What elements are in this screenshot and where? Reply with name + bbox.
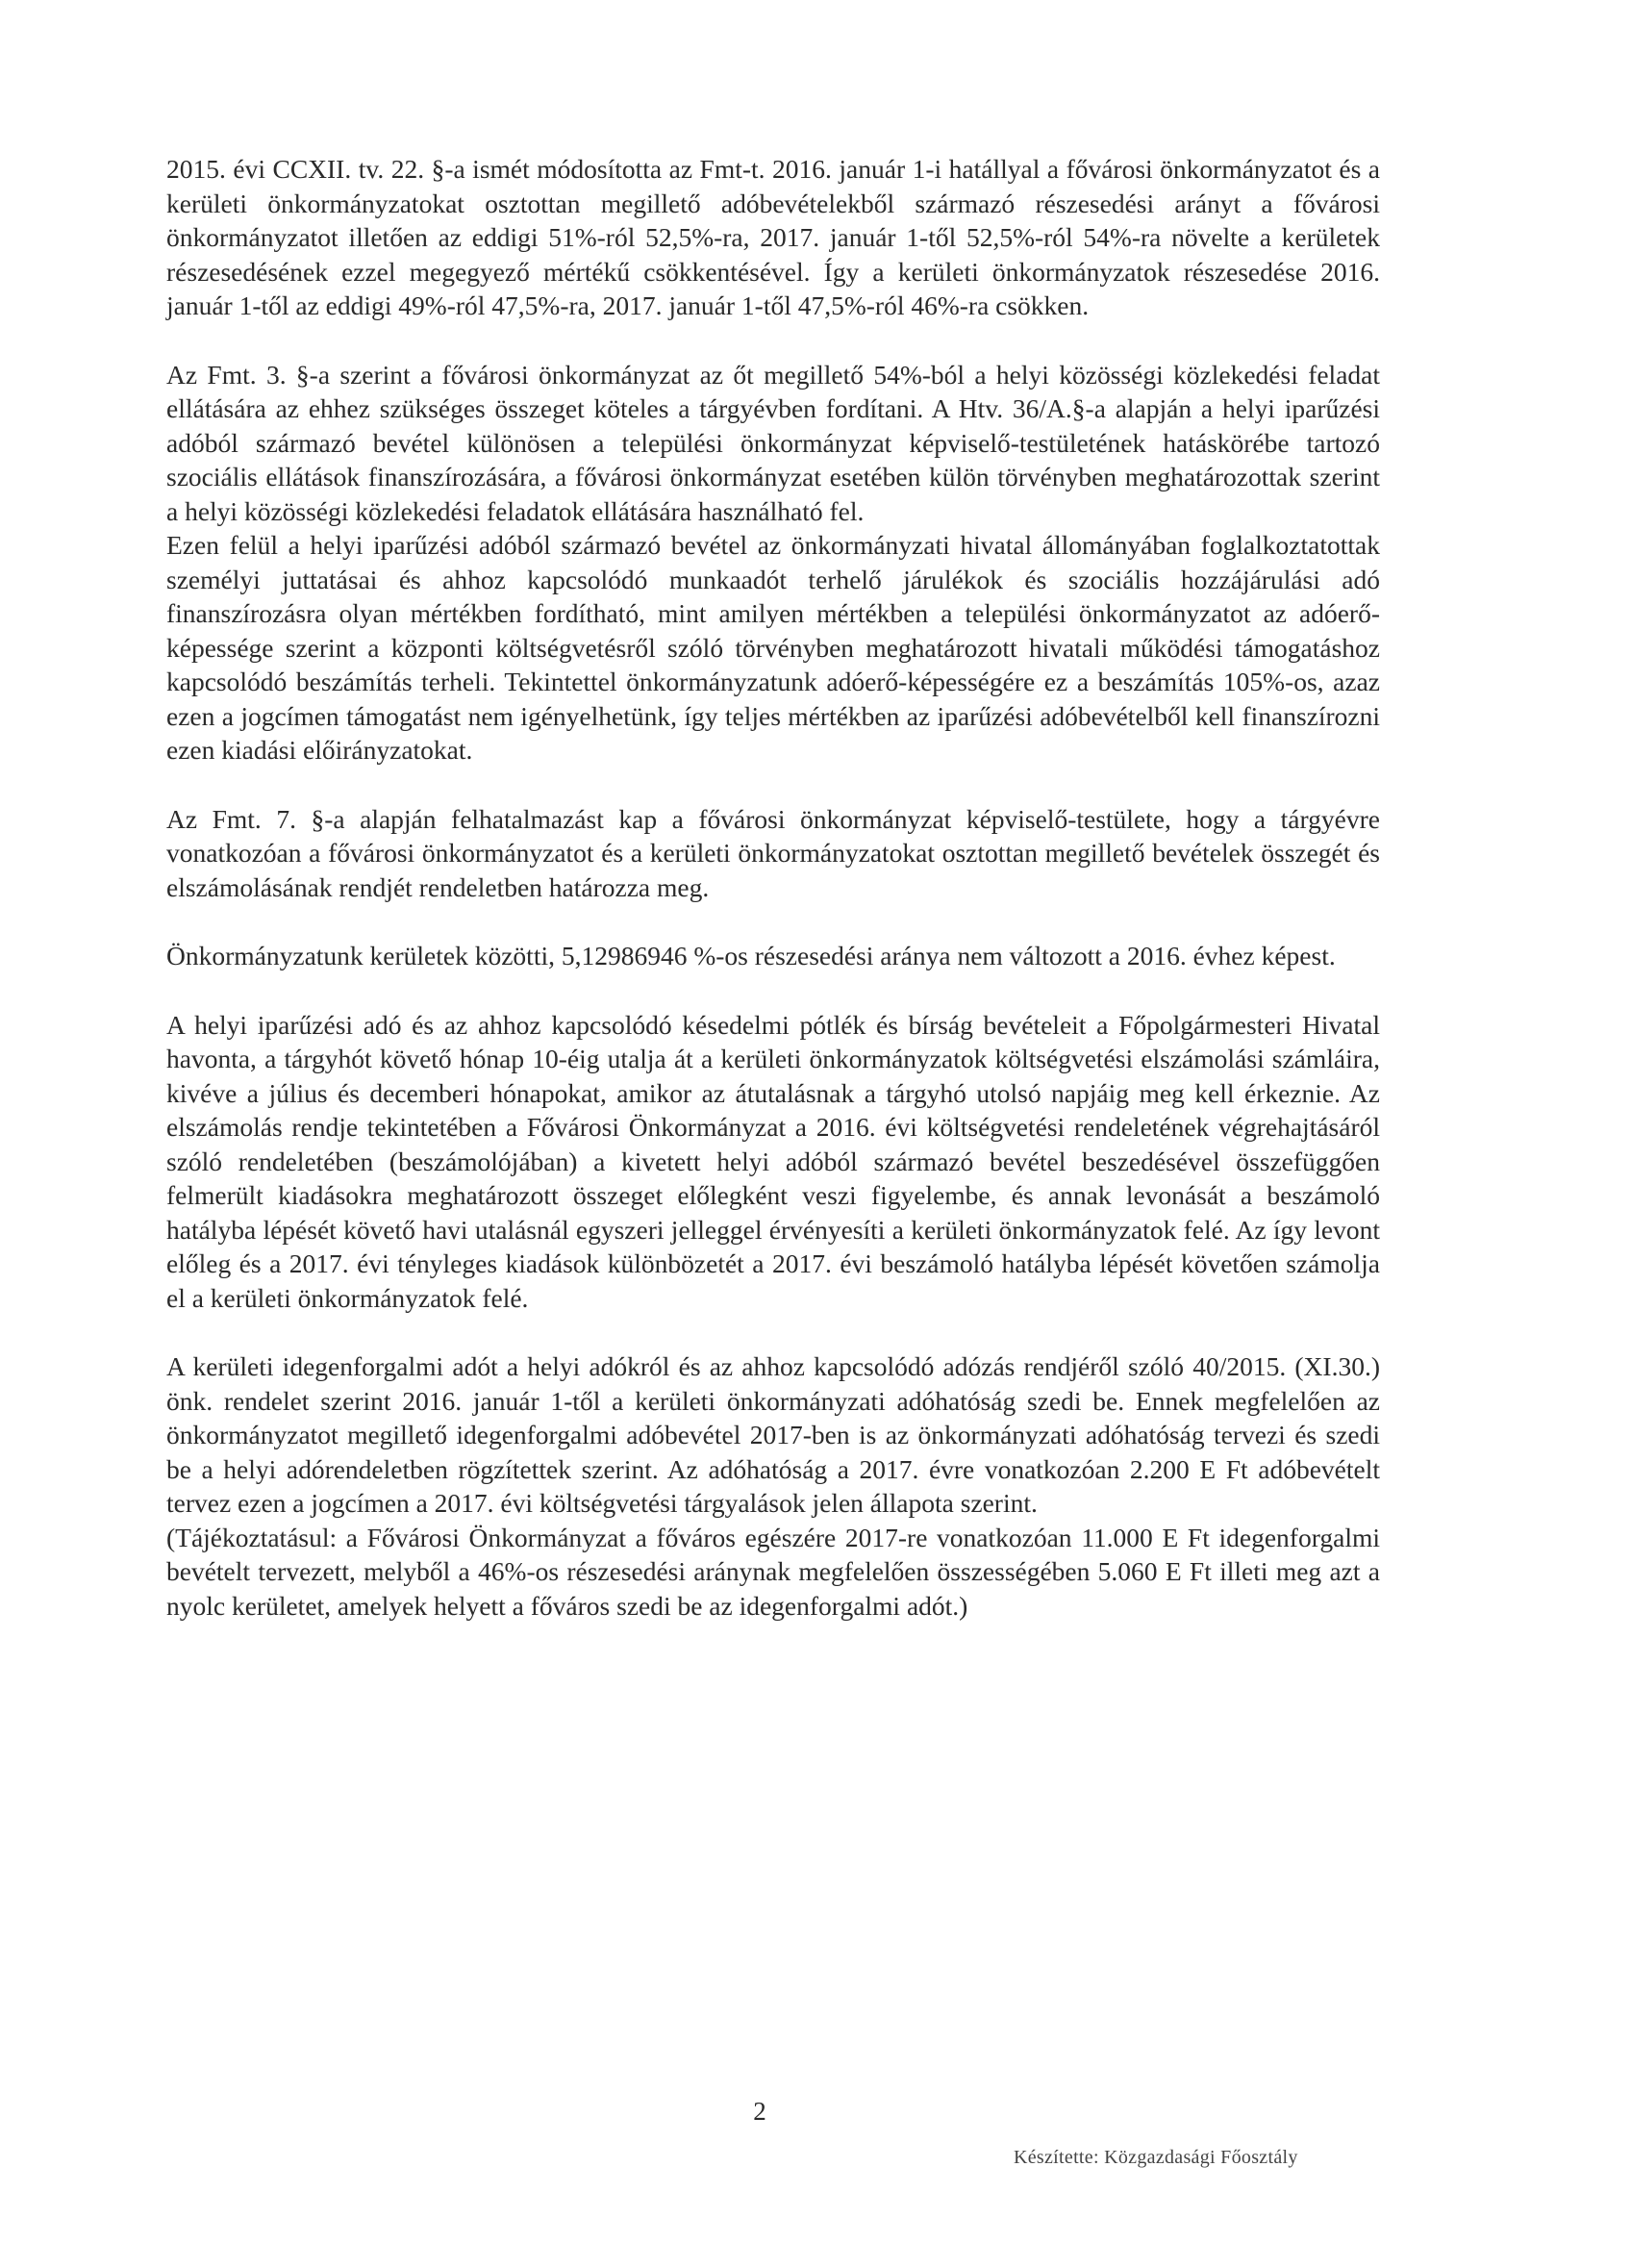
page-number: 2 — [753, 2097, 766, 2126]
footer-author: Készítette: Közgazdasági Főosztály — [1014, 2147, 1298, 2168]
paragraph-transfer-schedule: A helyi iparűzési adó és az ahhoz kapcsolódó késedelmi pótlék és bírság bevételeit a Főpolgármesteri Hivatal havonta, a tárgyhót követő hónap 10-éig utalja át a kerületi önkormányzatok költségvetési elszámolási számláira, kivéve a július és decemberi hónapokat, amikor az átutalásnak a tárgyhó utolsó napjáig meg kell érkeznie. Az elszámolás rendje tekintetében a Fővárosi Önkormányzat a 2016. évi költségvetési rendeletének végrehajtásáról szóló rendeletében (beszámolójában) a kivetett helyi adóból származó bevétel beszedésével összefüggően felmerült kiadásokra meghatározott összeget előlegként veszi figyelembe, és annak levonását a beszámoló hatályba lépését követő havi utalásnál egyszeri jelleggel érvényesíti a kerületi önkormányzatok felé. Az így levont előleg és a 2017. évi tényleges kiadások különbözetét a 2017. évi beszámoló hatályba lépését követően számolja el a kerületi önkormányzatok felé. — [166, 1009, 1380, 1313]
paragraph-fmt-amendment: 2015. évi CCXII. tv. 22. §-a ismét módosította az Fmt-t. 2016. január 1-i hatállyal a fővárosi önkormányzatot és a kerületi önkormányzatokat osztottan megillető adóbevételekből származó részesedési arányt a fővárosi önkormányzatot illetően az eddigi 51%-ról 52,5%-ra, 2017. január 1-től 52,5%-ról 54%-ra növelte a kerületek részesedésének ezzel megegyező mértékű csökkentésével. Így a kerületi önkormányzatok részesedése 2016. január 1-től az eddigi 49%-ról 47,5%-ra, 2017. január 1-től 47,5%-ról 46%-ra csökken. — [166, 154, 1380, 320]
paragraph-fmt-section-7: Az Fmt. 7. §-a alapján felhatalmazást kap a fővárosi önkormányzat képviselő-testülete, hogy a tárgyévre vonatkozóan a fővárosi önkormányzatot és a kerületi önkormányzatokat osztottan megillető bevételek összegét és elszámolásának rendjét rendeletben határozza meg. — [166, 803, 1380, 902]
paragraph-tourist-tax-note: (Tájékoztatásul: a Fővárosi Önkormányzat a főváros egészére 2017-re vonatkozóan 11.000 E Ft idegenforgalmi bevételt tervezett, melyből a 46%-os részesedési aránynak megfelelően összességében 5.060 E Ft illeti meg azt a nyolc kerületet, amelyek helyett a főváros szedi be az idegenforgalmi adót.) — [166, 1522, 1380, 1621]
paragraph-tourist-tax: A kerületi idegenforgalmi adót a helyi adókról és az ahhoz kapcsolódó adózás rendjéről szóló 40/2015. (XI.30.) önk. rendelet szerint 2016. január 1-től a kerületi önkormányzati adóhatóság szedi be. Ennek megfelelően az önkormányzatot megillető idegenforgalmi adóbevétel 2017-ben is az önkormányzati adóhatóság tervezi és szedi be a helyi adórendeletben rögzítettek szerint. Az adóhatóság a 2017. évre vonatkozóan 2.200 E Ft adóbevételt tervez ezen a jogcímen a 2017. évi költségvetési tárgyalások jelen állapota szerint. — [166, 1351, 1380, 1518]
paragraph-business-tax-use: Ezen felül a helyi iparűzési adóból származó bevétel az önkormányzati hivatal állományában foglalkoztatottak személyi juttatásai és ahhoz kapcsolódó munkaadót terhelő járulékok és szociális hozzájárulási adó finanszírozásra olyan mértékben fordítható, mint amilyen mértékben a települési önkormányzatot az adóerő-képessége szerint a központi költségvetésről szóló törvényben meghatározott hivatali működési támogatáshoz kapcsolódó beszámítás terheli. Tekintettel önkormányzatunk adóerő-képességére ez a beszámítás 105%-os, azaz ezen a jogcímen támogatást nem igényelhetünk, így teljes mértékben az iparűzési adóbevételből kell finanszírozni ezen kiadási előirányzatokat. — [166, 530, 1380, 765]
paragraph-share-ratio: Önkormányzatunk kerületek közötti, 5,12986946 %-os részesedési aránya nem változott a 2016. évhez képest. — [166, 941, 1336, 970]
document-body — [166, 152, 1380, 1623]
paragraph-fmt-section-3: Az Fmt. 3. §-a szerint a fővárosi önkormányzat az őt megillető 54%-ból a helyi közösségi közlekedési feladat ellátására az ehhez szükséges összeget köteles a tárgyévben fordítani. A Htv. 36/A.§-a alapján a helyi iparűzési adóból származó bevétel különösen a települési önkormányzat képviselő-testületének hatáskörébe tartozó szociális ellátások finanszírozására, a fővárosi önkormányzat esetében külön törvényben meghatározottak szerint a helyi közösségi közlekedési feladatok ellátására használható fel. — [166, 359, 1380, 526]
